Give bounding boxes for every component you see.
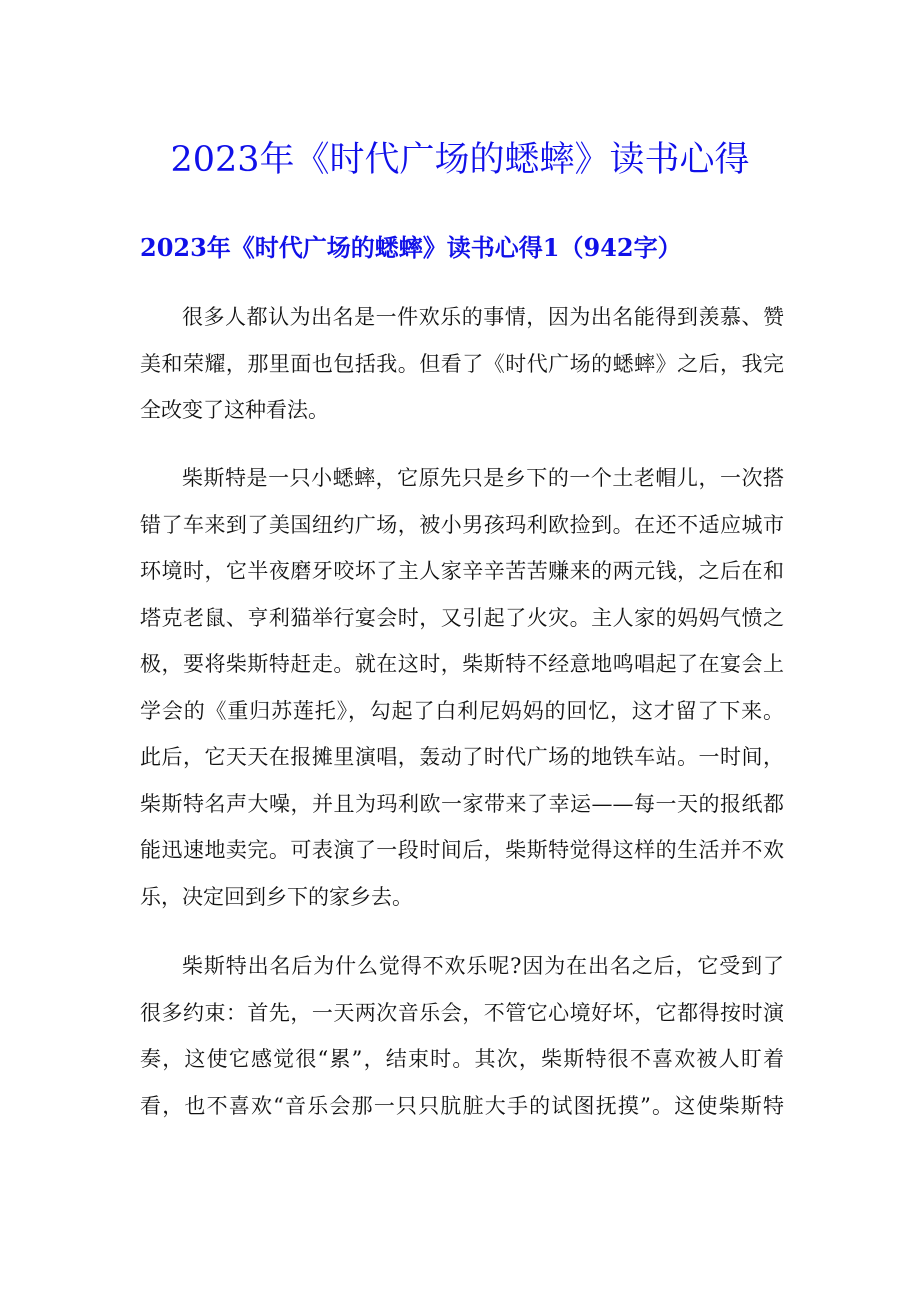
paragraph-line: 全改变了这种看法。 (140, 398, 329, 422)
document-title: 2023年《时代广场的蟋蟀》读书心得 (170, 140, 750, 180)
paragraph-line: 很多人都认为出名是一件欢乐的事情，因为出名能得到羡慕、赞 (182, 305, 784, 329)
paragraph-line: 错了车来到了美国纽约广场，被小男孩玛利欧捡到。在还不适应城市 (140, 512, 784, 537)
paragraph-line: 环境时，它半夜磨牙咬坏了主人家辛辛苦苦赚来的两元钱，之后在和 (140, 559, 784, 583)
paragraph-line: 柴斯特是一只小蟋蟀，它原先只是乡下的一个土老帽儿，一次搭 (182, 466, 784, 490)
section-heading: 2023年《时代广场的蟋蟀》读书心得1（942字） (140, 233, 682, 262)
paragraph-line: 美和荣耀，那里面也包括我。但看了《时代广场的蟋蟀》之后，我完 (140, 351, 784, 376)
paragraph-line: 此后，它天天在报摊里演唱，轰动了时代广场的地铁车站。一时间， (140, 745, 784, 769)
paragraph-line: 学会的《重归苏莲托》，勾起了白利尼妈妈的回忆，这才留了下来。 (140, 698, 784, 723)
paragraph-line: 乐，决定回到乡下的家乡去。 (140, 884, 413, 909)
paragraph-1 (140, 294, 784, 434)
paragraph-line: 能迅速地卖完。可表演了一段时间后，柴斯特觉得这样的生活并不欢 (140, 838, 784, 862)
paragraph-2 (140, 455, 784, 920)
paragraph-line: 看，也不喜欢“音乐会那一只只肮脏大手的试图抚摸”。这使柴斯特 (140, 1093, 784, 1118)
paragraph-line: 很多约束：首先，一天两次音乐会，不管它心境好坏，它都得按时演 (140, 1000, 784, 1025)
paragraph-line: 奏，这使它感觉很“累”，结束时。其次，柴斯特很不喜欢被人盯着 (140, 1047, 784, 1071)
paragraph-line: 柴斯特出名后为什么觉得不欢乐呢?因为在出名之后，它受到了 (182, 954, 784, 978)
paragraph-line: 柴斯特名声大噪，并且为玛利欧一家带来了幸运——每一天的报纸都 (140, 791, 784, 816)
paragraph-line: 极，要将柴斯特赶走。就在这时，柴斯特不经意地鸣唱起了在宴会上 (140, 652, 784, 676)
paragraph-3 (140, 943, 784, 1129)
paragraph-line: 塔克老鼠、亨利猫举行宴会时，又引起了火灾。主人家的妈妈气愤之 (140, 605, 784, 630)
